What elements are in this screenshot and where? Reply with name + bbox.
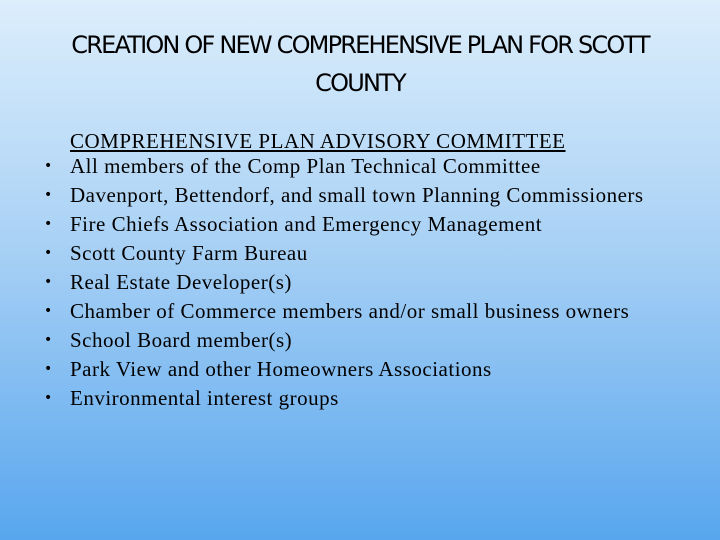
- bullet-icon: •: [44, 187, 53, 203]
- slide-content: [40, 128, 680, 409]
- list-item-text: Park View and other Homeowners Associations: [70, 357, 492, 381]
- list-item: [40, 213, 680, 235]
- list-item-text: School Board member(s): [70, 328, 293, 352]
- list-item: [40, 329, 680, 351]
- bullet-icon: •: [44, 390, 53, 406]
- list-item-text: Real Estate Developer(s): [70, 270, 292, 294]
- bullet-icon: •: [44, 361, 53, 377]
- list-item: [40, 271, 680, 293]
- slide-title: [40, 26, 680, 102]
- list-item-text: All members of the Comp Plan Technical Committee: [70, 154, 541, 178]
- list-item-text: Fire Chiefs Association and Emergency Management: [70, 212, 543, 236]
- committee-member-list: [40, 155, 680, 409]
- list-item: [40, 242, 680, 264]
- bullet-icon: •: [44, 303, 53, 319]
- list-item-text: Chamber of Commerce members and/or small business owners: [70, 299, 630, 323]
- committee-heading: COMPREHENSIVE PLAN ADVISORY COMMITTEE: [70, 129, 566, 153]
- list-item-text: Scott County Farm Bureau: [70, 241, 308, 265]
- list-item: [40, 300, 680, 322]
- list-item: [40, 387, 680, 409]
- list-item-text: Environmental interest groups: [70, 386, 339, 410]
- bullet-icon: •: [44, 216, 53, 232]
- slide-title-line-2: COUNTY: [315, 69, 405, 97]
- list-item-text: Davenport, Bettendorf, and small town Planning Commissioners: [70, 183, 644, 207]
- list-item: [40, 155, 680, 177]
- slide-title-line-1: CREATION OF NEW COMPREHENSIVE PLAN FOR SCOTT: [71, 31, 649, 59]
- bullet-icon: •: [44, 332, 53, 348]
- list-item: [40, 358, 680, 380]
- bullet-icon: •: [44, 158, 53, 174]
- list-item: [40, 184, 680, 206]
- bullet-icon: •: [44, 245, 53, 261]
- bullet-icon: •: [44, 274, 53, 290]
